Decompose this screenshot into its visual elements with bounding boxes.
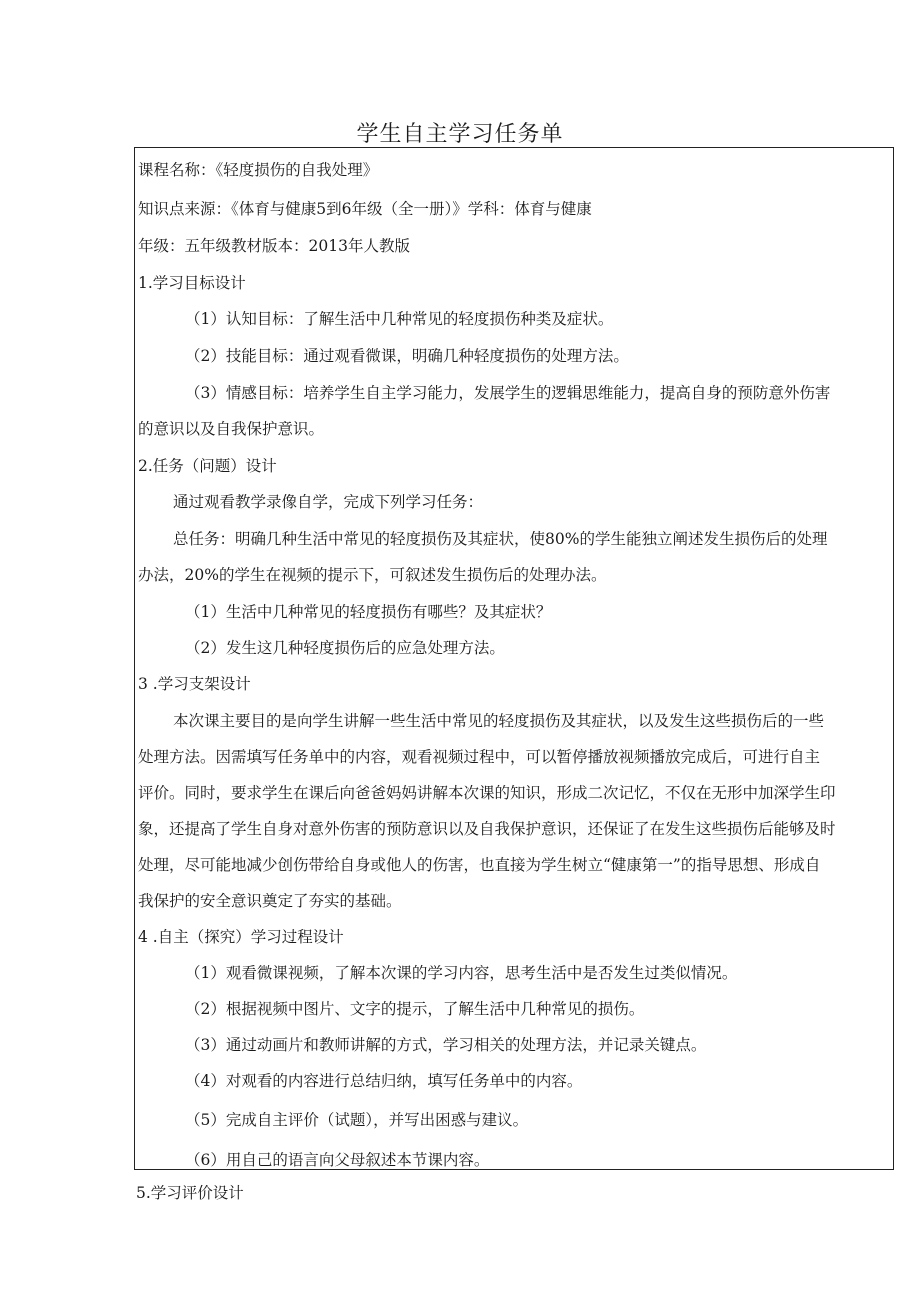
goal-emotion: （3）情感目标：培养学生自主学习能力，发展学生的逻辑思维能力，提高自身的预防意外伤害 bbox=[185, 384, 831, 402]
goal-skill: （2）技能目标：通过观看微课，明确几种轻度损伤的处理方法。 bbox=[185, 347, 629, 365]
task-item-2: （2）发生这几种轻度损伤后的应急处理方法。 bbox=[185, 639, 505, 657]
section-heading-5: 5.学习评价设计 bbox=[136, 1184, 244, 1202]
goal-cognitive: （1）认知目标：了解生活中几种常见的轻度损伤种类及症状。 bbox=[185, 310, 614, 328]
task-intro: 通过观看教学录像自学，完成下列学习任务： bbox=[173, 493, 484, 511]
task-item-1: （1）生活中几种常见的轻度损伤有哪些？及其症状？ bbox=[185, 603, 552, 621]
scaffold-para-6: 我保护的安全意识奠定了夯实的基础。 bbox=[138, 892, 402, 910]
process-step-2: （2）根据视频中图片、文字的提示，了解生活中几种常见的损伤。 bbox=[185, 1000, 645, 1018]
task-overall: 总任务：明确几种生活中常见的轻度损伤及其症状，使80%的学生能独立阐述发生损伤后的处理 bbox=[173, 530, 828, 548]
scaffold-para-1: 本次课主要目的是向学生讲解一些生活中常见的轻度损伤及其症状，以及发生这些损伤后的一些 bbox=[173, 712, 825, 730]
process-step-1: （1）观看微课视频，了解本次课的学习内容，思考生活中是否发生过类似情况。 bbox=[185, 964, 738, 982]
grade-line: 年级：五年级教材版本：2013年人教版 bbox=[138, 237, 410, 255]
source-line: 知识点来源：《体育与健康5到6年级（全一册）》学科：体育与健康 bbox=[138, 200, 592, 218]
scaffold-para-5: 处理，尽可能地减少创伤带给自身或他人的伤害，也直接为学生树立“健康第一”的指导思想、形成自 bbox=[138, 856, 821, 874]
section-heading-1: 1.学习目标设计 bbox=[138, 274, 246, 292]
goal-emotion-cont: 的意识以及自我保护意识。 bbox=[138, 420, 325, 438]
task-sheet-box bbox=[134, 147, 894, 1170]
document-title: 学生自主学习任务单 bbox=[356, 122, 564, 147]
scaffold-para-4: 象，还提高了学生自身对意外伤害的预防意识以及自我保护意识，还保证了在发生这些损伤后能够及时 bbox=[138, 820, 836, 838]
process-step-5: （5）完成自主评价（试题），并写出困惑与建议。 bbox=[185, 1111, 529, 1129]
section-heading-2: 2.任务（问题）设计 bbox=[138, 457, 277, 475]
process-step-4: （4）对观看的内容进行总结归纳，填写任务单中的内容。 bbox=[185, 1072, 583, 1090]
scaffold-para-2: 处理方法。因需填写任务单中的内容，观看视频过程中，可以暂停播放视频播放完成后，可进行自主 bbox=[138, 748, 821, 766]
course-name-line: 课程名称：《轻度损伤的自我处理》 bbox=[138, 161, 379, 179]
section-heading-4: 4 .自主（探究）学习过程设计 bbox=[138, 928, 344, 946]
scaffold-para-3: 评价。同时，要求学生在课后向爸爸妈妈讲解本次课的知识，形成二次记忆，不仅在无形中加深学生印 bbox=[138, 784, 836, 802]
process-step-6: （6）用自己的语言向父母叙述本节课内容。 bbox=[185, 1151, 490, 1169]
process-step-3: （3）通过动画片和教师讲解的方式，学习相关的处理方法，并记录关键点。 bbox=[185, 1036, 707, 1054]
section-heading-3: 3 .学习支架设计 bbox=[138, 675, 251, 693]
task-overall-cont: 办法，20%的学生在视频的提示下，可叙述发生损伤后的处理办法。 bbox=[138, 566, 607, 584]
